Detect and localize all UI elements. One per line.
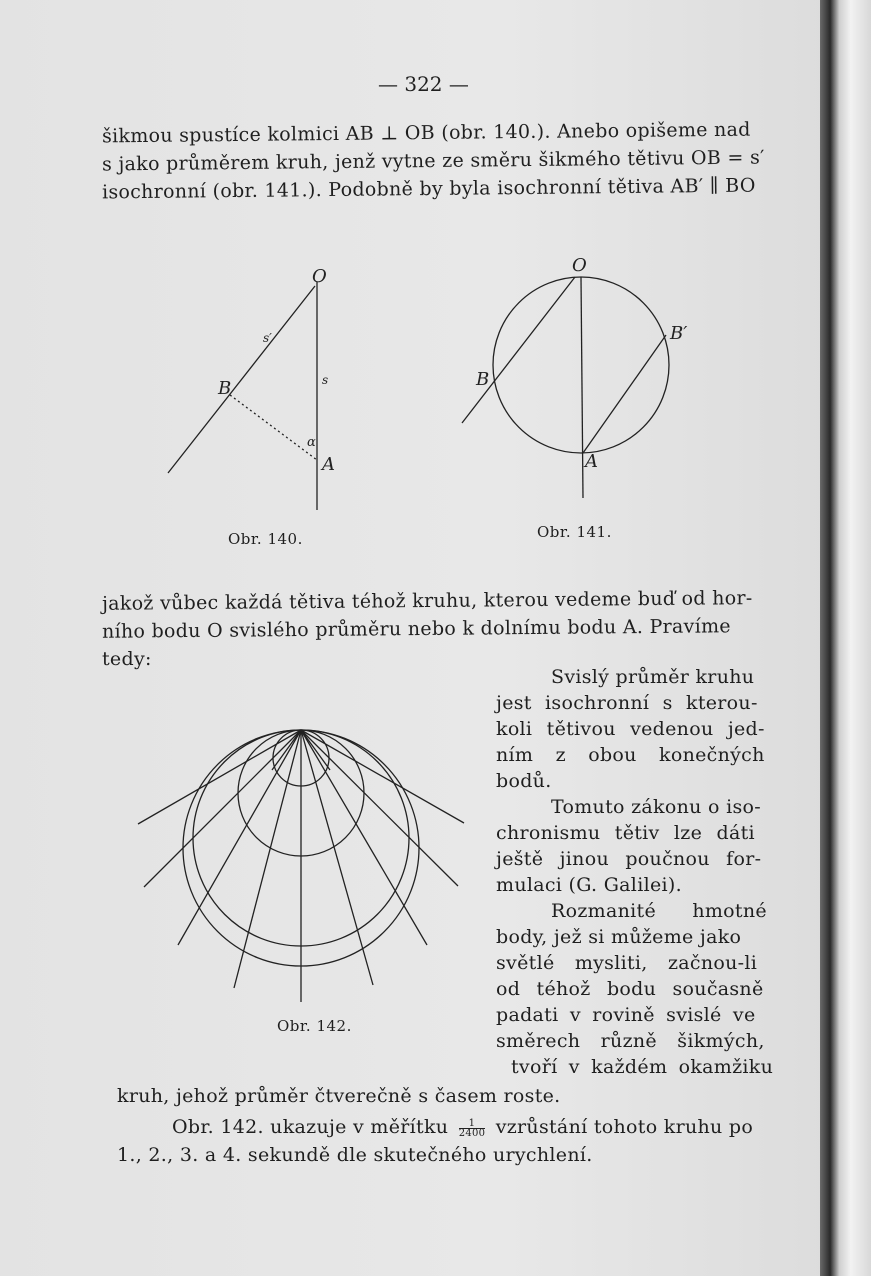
fall-line xyxy=(301,730,330,770)
side-text-line: Rozmanité hmotné xyxy=(551,900,767,922)
side-text-line: Tomuto zákonu o iso- xyxy=(551,796,761,818)
chord-ob xyxy=(462,277,575,423)
slanted-line-ob xyxy=(168,286,315,473)
dotted-perpendicular-ba xyxy=(230,395,317,460)
side-text-line: ním z obou konečných xyxy=(496,744,765,766)
label-b: B xyxy=(218,378,232,399)
paragraph2-line: jakož vůbec každá tětiva téhož kruhu, kterou vedeme buď od hor- xyxy=(101,587,753,615)
paragraph2-line: tedy: xyxy=(102,648,152,670)
side-text-line: bodů. xyxy=(496,770,552,792)
side-text-line: od téhož bodu současně xyxy=(496,978,764,1000)
side-text-line: ještě jinou poučnou for- xyxy=(496,848,762,870)
label-alpha: α xyxy=(307,435,316,450)
paragraph1-line: s jako průměrem kruh, jenž vytne ze směru šikmého tětivu OB = s′ xyxy=(101,146,765,176)
book-spine xyxy=(820,0,871,1276)
label-s: s xyxy=(322,373,329,387)
label-a: A xyxy=(322,454,335,475)
side-text-line: Svislý průměr kruhu xyxy=(551,666,755,688)
fall-line xyxy=(178,730,301,945)
figure-140-caption: Obr. 140. xyxy=(228,530,303,548)
fall-line xyxy=(301,730,373,985)
fraction-numerator: 1 xyxy=(459,1119,486,1129)
figure-142-caption: Obr. 142. xyxy=(277,1017,352,1035)
side-text-line: směrech různě šikmých, xyxy=(496,1030,765,1052)
label-a: A xyxy=(585,451,598,472)
figure-140 xyxy=(150,260,370,520)
side-text-line: mulaci (G. Galilei). xyxy=(496,874,682,896)
paragraph2-line: ního bodu O svislého průměru nebo k dolnímu bodu A. Pravíme xyxy=(101,615,731,643)
fall-line xyxy=(234,730,301,988)
scale-text-before: Obr. 142. ukazuje v měřítku xyxy=(172,1116,449,1138)
paragraph1-line: šikmou spustíce kolmici AB ⊥ OB (obr. 140.). Anebo opišeme nad xyxy=(101,118,751,148)
paragraph3-line xyxy=(172,1116,753,1138)
side-text-line: jest isochronní s kterou- xyxy=(496,692,758,714)
fall-line xyxy=(301,730,464,823)
vertical-diameter-oa xyxy=(581,277,583,498)
fraction-denominator: 2400 xyxy=(458,1127,486,1139)
side-text-line: světlé mysliti, začnou-li xyxy=(496,952,758,974)
side-text-line: body, jež si můžeme jako xyxy=(496,926,742,948)
figure-142 xyxy=(130,720,480,1020)
figure-141 xyxy=(450,255,700,505)
label-o: O xyxy=(312,266,327,287)
fall-line xyxy=(144,730,301,887)
label-s-prime: s′ xyxy=(263,331,272,345)
fall-line xyxy=(272,730,301,770)
page-number: — 322 — xyxy=(378,72,469,96)
side-text-line: tvoří v každém okamžiku xyxy=(511,1056,774,1078)
figure-141-caption: Obr. 141. xyxy=(537,523,612,541)
scale-text-after: vzrůstání tohoto kruhu po xyxy=(495,1116,754,1138)
side-text-line: padati v rovině svislé ve xyxy=(496,1004,756,1026)
side-text-line: chronismu tětiv lze dáti xyxy=(496,822,755,844)
label-o: O xyxy=(572,255,587,276)
fall-line xyxy=(301,730,427,945)
side-text-line: koli tětivou vedenou jed- xyxy=(496,718,765,740)
paragraph1-line: isochronní (obr. 141.). Podobně by byla isochronní tětiva AB′ ∥ BO xyxy=(101,174,756,204)
scale-fraction xyxy=(459,1119,486,1138)
paragraph3-line: kruh, jehož průměr čtverečně s časem roste. xyxy=(117,1085,561,1107)
label-b-prime: B′ xyxy=(670,323,688,344)
chord-ab-prime xyxy=(583,335,666,453)
paragraph3-line: 1., 2., 3. a 4. sekundě dle skutečného urychlení. xyxy=(117,1144,593,1166)
label-b: B xyxy=(476,369,490,390)
fall-line xyxy=(301,730,458,886)
fall-line xyxy=(138,730,301,824)
